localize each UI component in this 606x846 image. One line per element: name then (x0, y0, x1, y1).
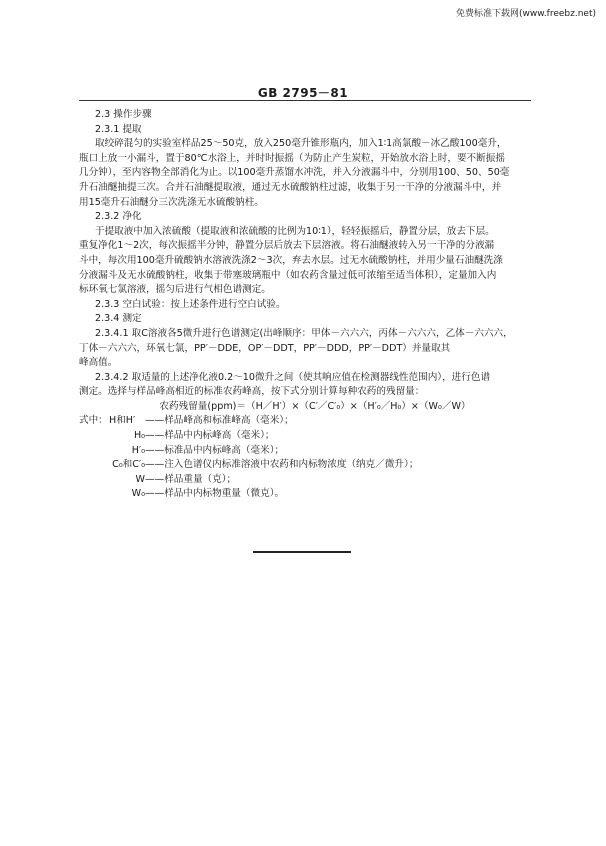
section-2-3-2-title: 2.3.2 净化 (95, 211, 142, 223)
text-line: 几分钟），至内容物全部消化为止。以100毫升蒸馏水冲洗，并入分液漏斗中，分别用100、50、50毫 (79, 167, 510, 179)
text-line: 测定。选择与样品峰高相近的标准农药峰高，按下式分别计算每种农药的残留量： (79, 386, 425, 398)
text-line: 斗中，每次用100毫升硫酸钠水溶液洗涤2～3次，弃去水层。过无水硫酸钠柱，并用少量石油醚洗涤 (79, 254, 503, 266)
text-line: 于提取液中加入浓硫酸（提取液和浓硫酸的比例为10∶1），轻轻振摇后，静置分层，放去下层。 (95, 225, 495, 237)
text-line: 重复净化1～2次，每次振摇半分钟，静置分层后放去下层溶液。将石油醚液转入另一干净的分液漏 (79, 240, 495, 252)
definition-symbol: W₀ (131, 488, 145, 500)
section-2-3-4-2-paragraph (79, 371, 531, 400)
definition-row (79, 429, 531, 444)
definition-row (79, 487, 531, 502)
section-2-3-4-title: 2.3.4 测定 (95, 313, 142, 325)
definition-symbol: H₀ (133, 430, 145, 442)
definition-symbol: H′₀ (131, 444, 145, 456)
text-line: 瓶口上放一小漏斗，置于80℃水浴上，并时时振摇（为防止产生炭粒，开始放水浴上时，要不断振摇 (79, 152, 505, 164)
definitions-lead: 式中： (79, 415, 108, 427)
definition-symbol: H和H′ (109, 415, 136, 427)
definition-text: ——样品中内标峰高（毫米）； (145, 430, 275, 442)
site-watermark: 免费标准下载网(www.freebz.net) (456, 9, 596, 19)
section-2-3-2-paragraph (79, 225, 531, 298)
definition-row (79, 473, 531, 488)
definition-text: ——样品峰高和标准峰高（毫米）； (145, 415, 294, 427)
text-line: 峰高值。 (79, 357, 118, 369)
definition-row (79, 444, 531, 459)
text-line: 升石油醚抽提三次。合并石油醚提取液，通过无水硫酸钠柱过滤，收集于另一干净的分液漏斗中，并 (79, 181, 502, 193)
text-line: 标环氧七氯溶液，摇匀后进行气相色谱测定。 (79, 284, 271, 296)
text-line: 取绞碎混匀的实验室样品25～50克，放入250毫升锥形瓶内，加入1∶1高氯酸－冰乙酸100毫升， (95, 138, 507, 150)
standard-number-header: GB 2795－81 (257, 86, 349, 100)
section-2-3-1-title: 2.3.1 提取 (95, 123, 142, 135)
section-2-3-title: 2.3 操作步骤 (95, 109, 152, 120)
text-line: 丁体－六六六，环氧七氯，PP′－DDE，OP′－DDT，PP′－DDD，PP′－DDT）并量取其 (79, 342, 451, 354)
definition-text: ——注入色谱仪内标准溶液中农药和内标物浓度（纳克／微升）； (145, 459, 419, 471)
header-rule (79, 100, 531, 101)
definition-text: ——样品中内标物重量（微克）。 (145, 488, 285, 500)
section-2-3-1-paragraph (79, 137, 531, 210)
section-2-3-3: 2.3.3 空白试验：按上述条件进行空白试验。 (95, 298, 286, 310)
text-line: 2.3.4.1 取C溶液各5微升进行色谱测定(出峰顺序：甲体－六六六，丙体－六六六，乙体－六六六， (95, 327, 513, 339)
text-line: 2.3.4.2 取适量的上述净化液0.2～10微升之间（使其响应值在检测器线性范围内），进行色谱 (95, 371, 491, 383)
definition-symbol: W (135, 473, 145, 485)
document-body (79, 108, 531, 502)
text-line: 分液漏斗及无水硫酸钠柱，收集于带塞玻璃瓶中（如农药含量过低可浓缩至适当体积），定量加入内 (79, 269, 497, 281)
definition-row (79, 414, 531, 429)
definition-text: ——样品重量（克）； (145, 473, 237, 485)
end-of-text-rule (253, 551, 351, 553)
definition-row (79, 458, 531, 473)
definition-text: ——标准品中内标峰高（毫米）； (145, 444, 285, 456)
definition-symbol: C₀和C′₀ (112, 459, 145, 471)
section-2-3-4-1-paragraph (79, 327, 531, 371)
text-line: 用15毫升石油醚分三次洗涤无水硫酸钠柱。 (79, 196, 264, 208)
residue-formula: 农药残留量(ppm)＝（H／H′）×（C′／C′₀）×（H′₀／H₀）×（W₀／W） (159, 400, 471, 412)
symbol-definitions (79, 414, 531, 502)
